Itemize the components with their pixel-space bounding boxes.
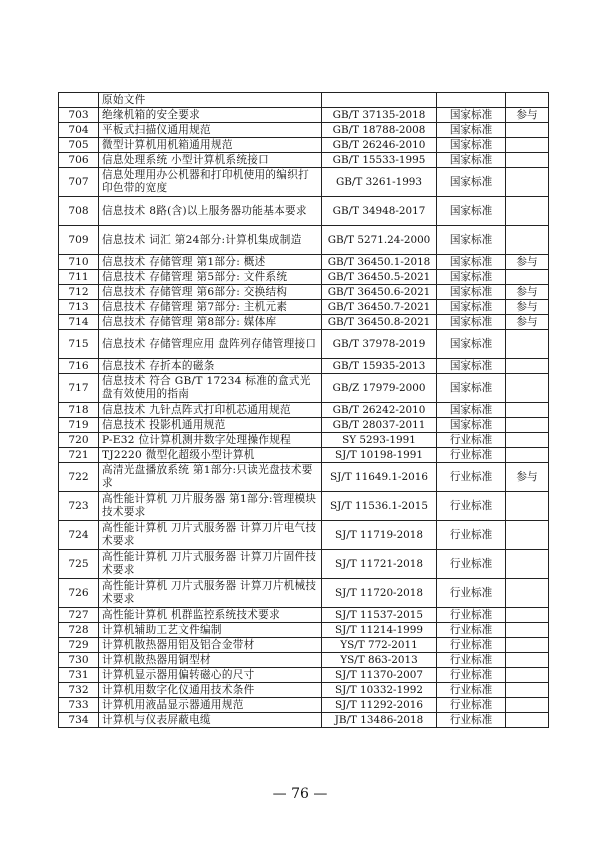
cell-name: 信息处理用办公机器和打印机使用的编织打印色带的宽度	[99, 168, 322, 197]
cell-number: 703	[59, 108, 99, 123]
cell-number: 710	[59, 255, 99, 270]
cell-code: SJ/T 11537-2015	[322, 608, 437, 623]
table-row	[59, 315, 549, 330]
cell-role: 参与	[506, 285, 549, 300]
cell-name: 信息技术 符合 GB/T 17234 标准的盒式光盘有效使用的指南	[99, 374, 322, 403]
cell-role	[506, 226, 549, 255]
cell-name: P-E32 位计算机测井数字处理操作规程	[99, 433, 322, 448]
cell-name: 高清光盘播放系统 第1部分:只读光盘技术要求	[99, 463, 322, 492]
cell-name: 计算机显示器用偏转磁心的尺寸	[99, 668, 322, 683]
cell-name: 高性能计算机 刀片式服务器 计算刀片机械技术要求	[99, 579, 322, 608]
cell-number: 716	[59, 359, 99, 374]
cell-name: 原始文件	[99, 93, 322, 108]
cell-role	[506, 550, 549, 579]
cell-code: SJ/T 10198-1991	[322, 448, 437, 463]
cell-number: 726	[59, 579, 99, 608]
cell-code: SJ/T 11370-2007	[322, 668, 437, 683]
cell-role	[506, 668, 549, 683]
cell-code: GB/T 36450.5-2021	[322, 270, 437, 285]
cell-number: 709	[59, 226, 99, 255]
cell-role	[506, 153, 549, 168]
cell-type: 行业标准	[437, 463, 506, 492]
page-number: — 76 —	[272, 786, 328, 802]
cell-type: 行业标准	[437, 550, 506, 579]
cell-role	[506, 608, 549, 623]
cell-code: GB/T 36450.7-2021	[322, 300, 437, 315]
cell-name: 信息技术 存储管理 第5部分: 文件系统	[99, 270, 322, 285]
cell-code: GB/T 18788-2008	[322, 123, 437, 138]
table-row-continued	[59, 93, 549, 108]
cell-number: 721	[59, 448, 99, 463]
cell-name: 信息技术 九针点阵式打印机芯通用规范	[99, 403, 322, 418]
table-row	[59, 463, 549, 492]
cell-number: 707	[59, 168, 99, 197]
table-row	[59, 713, 549, 728]
cell-role: 参与	[506, 463, 549, 492]
cell-code: SJ/T 11214-1999	[322, 623, 437, 638]
cell-name: 计算机散热器用铜型材	[99, 653, 322, 668]
cell-type: 行业标准	[437, 713, 506, 728]
cell-type: 国家标准	[437, 153, 506, 168]
cell-type: 行业标准	[437, 608, 506, 623]
cell-role: 参与	[506, 315, 549, 330]
cell-number: 723	[59, 492, 99, 521]
table-row	[59, 255, 549, 270]
cell-type: 国家标准	[437, 374, 506, 403]
table-row	[59, 359, 549, 374]
table-row	[59, 492, 549, 521]
cell-code: GB/T 3261-1993	[322, 168, 437, 197]
cell-type: 国家标准	[437, 255, 506, 270]
cell-type: 国家标准	[437, 315, 506, 330]
cell-code: GB/T 5271.24-2000	[322, 226, 437, 255]
table-row	[59, 521, 549, 550]
cell-role	[506, 448, 549, 463]
table-row	[59, 683, 549, 698]
table-row	[59, 197, 549, 226]
cell-number: 718	[59, 403, 99, 418]
cell-role	[506, 683, 549, 698]
table-row	[59, 138, 549, 153]
table-row	[59, 418, 549, 433]
cell-name: 信息技术 词汇 第24部分:计算机集成制造	[99, 226, 322, 255]
cell-role	[506, 638, 549, 653]
cell-type: 行业标准	[437, 698, 506, 713]
cell-number: 708	[59, 197, 99, 226]
cell-type: 行业标准	[437, 521, 506, 550]
cell-type: 国家标准	[437, 168, 506, 197]
cell-type: 行业标准	[437, 683, 506, 698]
cell-type	[437, 93, 506, 108]
cell-number: 715	[59, 330, 99, 359]
cell-name: 微型计算机用机箱通用规范	[99, 138, 322, 153]
cell-type: 国家标准	[437, 123, 506, 138]
cell-code: GB/T 34948-2017	[322, 197, 437, 226]
table-row	[59, 653, 549, 668]
cell-code: GB/T 36450.6-2021	[322, 285, 437, 300]
table-row	[59, 608, 549, 623]
cell-number: 734	[59, 713, 99, 728]
table-row	[59, 330, 549, 359]
cell-type: 行业标准	[437, 638, 506, 653]
cell-number: 729	[59, 638, 99, 653]
cell-number: 730	[59, 653, 99, 668]
cell-code: SY 5293-1991	[322, 433, 437, 448]
table-row	[59, 168, 549, 197]
cell-type: 国家标准	[437, 418, 506, 433]
cell-type: 国家标准	[437, 330, 506, 359]
cell-code: GB/T 15533-1995	[322, 153, 437, 168]
cell-name: 计算机用液晶显示器通用规范	[99, 698, 322, 713]
cell-number: 705	[59, 138, 99, 153]
table-row	[59, 300, 549, 315]
standards-table	[58, 92, 549, 728]
standards-table-body	[59, 93, 549, 728]
cell-code: SJ/T 11649.1-2016	[322, 463, 437, 492]
cell-number: 733	[59, 698, 99, 713]
table-row	[59, 433, 549, 448]
cell-number: 712	[59, 285, 99, 300]
cell-role	[506, 579, 549, 608]
cell-type: 行业标准	[437, 623, 506, 638]
cell-number: 722	[59, 463, 99, 492]
cell-role	[506, 653, 549, 668]
cell-name: 信息处理系统 小型计算机系统接口	[99, 153, 322, 168]
cell-code: YS/T 863-2013	[322, 653, 437, 668]
cell-code: SJ/T 11536.1-2015	[322, 492, 437, 521]
cell-number: 720	[59, 433, 99, 448]
cell-code: YS/T 772-2011	[322, 638, 437, 653]
cell-code: GB/T 26242-2010	[322, 403, 437, 418]
cell-number: 732	[59, 683, 99, 698]
cell-name: 计算机散热器用铝及铝合金带材	[99, 638, 322, 653]
cell-number: 719	[59, 418, 99, 433]
cell-type: 国家标准	[437, 108, 506, 123]
cell-type: 行业标准	[437, 653, 506, 668]
cell-code: SJ/T 10332-1992	[322, 683, 437, 698]
cell-role	[506, 698, 549, 713]
cell-role	[506, 713, 549, 728]
cell-code: SJ/T 11292-2016	[322, 698, 437, 713]
cell-code: GB/T 15935-2013	[322, 359, 437, 374]
cell-type: 行业标准	[437, 668, 506, 683]
cell-type: 国家标准	[437, 359, 506, 374]
table-row	[59, 550, 549, 579]
cell-role	[506, 492, 549, 521]
cell-code: GB/T 28037-2011	[322, 418, 437, 433]
cell-role	[506, 93, 549, 108]
cell-type: 国家标准	[437, 403, 506, 418]
cell-role	[506, 270, 549, 285]
table-row	[59, 153, 549, 168]
cell-number: 714	[59, 315, 99, 330]
cell-name: 计算机辅助工艺文件编制	[99, 623, 322, 638]
cell-role	[506, 359, 549, 374]
cell-number	[59, 93, 99, 108]
cell-type: 行业标准	[437, 433, 506, 448]
table-row	[59, 403, 549, 418]
cell-type: 国家标准	[437, 226, 506, 255]
cell-role	[506, 374, 549, 403]
table-row	[59, 638, 549, 653]
cell-code: JB/T 13486-2018	[322, 713, 437, 728]
cell-role: 参与	[506, 255, 549, 270]
table-row	[59, 579, 549, 608]
cell-number: 731	[59, 668, 99, 683]
cell-role	[506, 330, 549, 359]
cell-type: 行业标准	[437, 579, 506, 608]
cell-role: 参与	[506, 300, 549, 315]
cell-name: 计算机与仪表屏蔽电缆	[99, 713, 322, 728]
cell-type: 行业标准	[437, 492, 506, 521]
cell-role	[506, 123, 549, 138]
cell-role	[506, 138, 549, 153]
cell-name: 信息技术 存折本的磁条	[99, 359, 322, 374]
cell-code: SJ/T 11720-2018	[322, 579, 437, 608]
cell-number: 727	[59, 608, 99, 623]
cell-role	[506, 197, 549, 226]
table-row	[59, 285, 549, 300]
cell-type: 国家标准	[437, 300, 506, 315]
cell-number: 704	[59, 123, 99, 138]
cell-name: 高性能计算机 机群监控系统技术要求	[99, 608, 322, 623]
cell-role	[506, 168, 549, 197]
cell-code: GB/T 37978-2019	[322, 330, 437, 359]
cell-code: GB/Z 17979-2000	[322, 374, 437, 403]
cell-number: 725	[59, 550, 99, 579]
table-row	[59, 226, 549, 255]
cell-type: 国家标准	[437, 197, 506, 226]
table-row	[59, 698, 549, 713]
cell-name: 高性能计算机 刀片式服务器 计算刀片固件技术要求	[99, 550, 322, 579]
cell-number: 711	[59, 270, 99, 285]
table-row	[59, 623, 549, 638]
cell-name: 信息技术 存储管理 第6部分: 交换结构	[99, 285, 322, 300]
table-row	[59, 270, 549, 285]
cell-code	[322, 93, 437, 108]
table-row	[59, 108, 549, 123]
cell-name: 信息技术 投影机通用规范	[99, 418, 322, 433]
cell-number: 706	[59, 153, 99, 168]
cell-type: 行业标准	[437, 448, 506, 463]
cell-code: GB/T 36450.1-2018	[322, 255, 437, 270]
cell-code: GB/T 26246-2010	[322, 138, 437, 153]
cell-role	[506, 623, 549, 638]
cell-name: 绝缘机箱的安全要求	[99, 108, 322, 123]
cell-number: 713	[59, 300, 99, 315]
cell-code: GB/T 36450.8-2021	[322, 315, 437, 330]
cell-name: 信息技术 存储管理 第1部分: 概述	[99, 255, 322, 270]
cell-name: 平板式扫描仪通用规范	[99, 123, 322, 138]
cell-role	[506, 403, 549, 418]
table-row	[59, 374, 549, 403]
cell-code: SJ/T 11721-2018	[322, 550, 437, 579]
cell-type: 国家标准	[437, 270, 506, 285]
table-row	[59, 448, 549, 463]
table-row	[59, 123, 549, 138]
cell-role: 参与	[506, 108, 549, 123]
cell-name: 信息技术 存储管理 第7部分: 主机元素	[99, 300, 322, 315]
cell-name: 高性能计算机 刀片服务器 第1部分:管理模块技术要求	[99, 492, 322, 521]
cell-name: 信息技术 存储管理 第8部分: 媒体库	[99, 315, 322, 330]
cell-code: SJ/T 11719-2018	[322, 521, 437, 550]
cell-role	[506, 433, 549, 448]
cell-name: 高性能计算机 刀片式服务器 计算刀片电气技术要求	[99, 521, 322, 550]
cell-name: TJ2220 微型化超级小型计算机	[99, 448, 322, 463]
cell-name: 计算机用数字化仪通用技术条件	[99, 683, 322, 698]
cell-name: 信息技术 8路(含)以上服务器功能基本要求	[99, 197, 322, 226]
cell-number: 717	[59, 374, 99, 403]
cell-number: 728	[59, 623, 99, 638]
cell-number: 724	[59, 521, 99, 550]
cell-name: 信息技术 存储管理应用 盘阵列存储管理接口	[99, 330, 322, 359]
table-row	[59, 668, 549, 683]
cell-role	[506, 521, 549, 550]
cell-type: 国家标准	[437, 285, 506, 300]
cell-type: 国家标准	[437, 138, 506, 153]
cell-code: GB/T 37135-2018	[322, 108, 437, 123]
cell-role	[506, 418, 549, 433]
